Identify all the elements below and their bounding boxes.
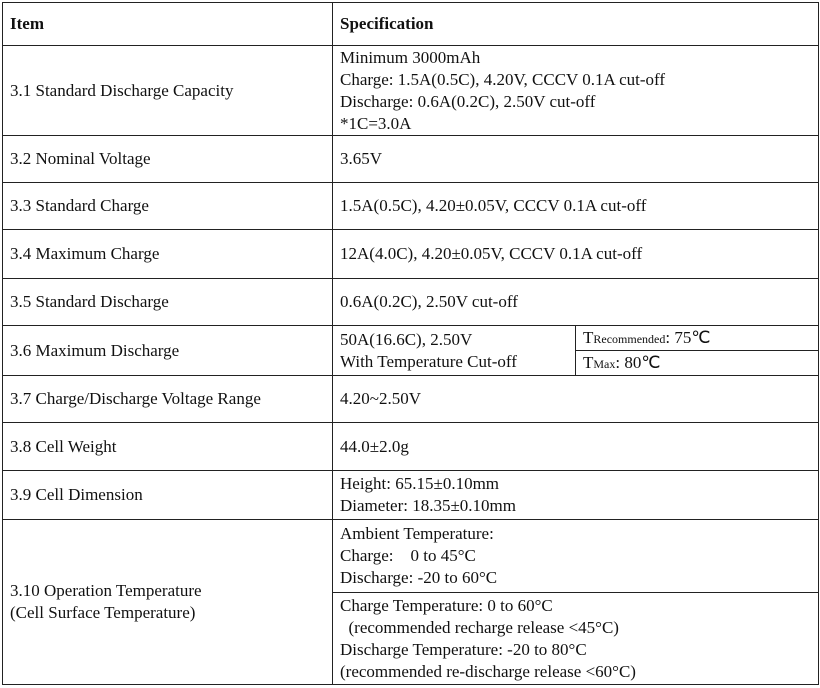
spec-cell: 4.20~2.50V [333,376,819,423]
spec-cell: 0.6A(0.2C), 2.50V cut-off [333,279,819,326]
spec-cell [333,326,576,376]
spec-cell: 44.0±2.0g [333,423,819,471]
header-item: Item [3,3,333,46]
table-row [3,230,819,279]
table-row [3,520,819,593]
table-row [3,136,819,183]
item-line: (Cell Surface Temperature) [10,603,196,622]
spec-cell-ambient [333,520,819,593]
item-line: 3.10 Operation Temperature [10,581,202,600]
temp-symbol: T [583,327,594,347]
table-row [3,471,819,520]
spec-line: Diameter: 18.35±0.10mm [340,496,516,515]
spec-line: 50A(16.6C), 2.50V [340,329,473,349]
spec-cell: 12A(4.0C), 4.20±0.05V, CCCV 0.1A cut-off [333,230,819,279]
header-row [3,3,819,46]
item-cell: 3.6 Maximum Discharge [3,326,333,376]
item-cell: 3.2 Nominal Voltage [3,136,333,183]
temp-symbol: T [583,352,594,372]
item-cell: 3.7 Charge/Discharge Voltage Range [3,376,333,423]
item-cell [3,520,333,685]
table-row [3,423,819,471]
temp-value: : 80℃ [615,352,661,372]
item-cell: 3.8 Cell Weight [3,423,333,471]
spec-line: Charge: 0 to 45°C [340,546,476,565]
item-cell: 3.5 Standard Discharge [3,279,333,326]
table-row [3,376,819,423]
item-cell: 3.1 Standard Discharge Capacity [3,46,333,136]
item-cell: 3.3 Standard Charge [3,183,333,230]
spec-line: Discharge: 0.6A(0.2C), 2.50V cut-off [340,91,596,111]
temp-max [576,351,819,376]
spec-cell [333,46,819,136]
temp-value: : 75℃ [665,327,711,347]
temp-subscript: Recommended [593,331,666,346]
spec-table [2,2,819,685]
spec-line: Discharge: -20 to 60°C [340,568,498,587]
spec-line: Discharge Temperature: -20 to 80°C [340,639,587,659]
spec-cell: 1.5A(0.5C), 4.20±0.05V, CCCV 0.1A cut-off [333,183,819,230]
spec-line: Height: 65.15±0.10mm [340,474,500,493]
table-row [3,279,819,326]
item-cell: 3.9 Cell Dimension [3,471,333,520]
spec-cell: 3.65V [333,136,819,183]
item-cell: 3.4 Maximum Charge [3,230,333,279]
table-row [3,183,819,230]
spec-line: Charge Temperature: 0 to 60°C [340,595,553,615]
spec-line: Ambient Temperature: [340,524,494,543]
table-row [3,326,819,351]
spec-line: *1C=3.0A [340,113,412,133]
spec-line: (recommended recharge release <45°C) [340,617,619,637]
header-spec: Specification [333,3,819,46]
spec-line: Minimum 3000mAh [340,47,481,67]
spec-line: With Temperature Cut-off [340,351,517,371]
spec-line: (recommended re-discharge release <60°C) [340,661,636,681]
table-row [3,46,819,136]
spec-line: Charge: 1.5A(0.5C), 4.20V, CCCV 0.1A cut-off [340,69,666,89]
temp-subscript: Max [593,356,616,371]
spec-cell [333,471,819,520]
spec-cell-surface [333,593,819,685]
temp-recommended [576,326,819,351]
